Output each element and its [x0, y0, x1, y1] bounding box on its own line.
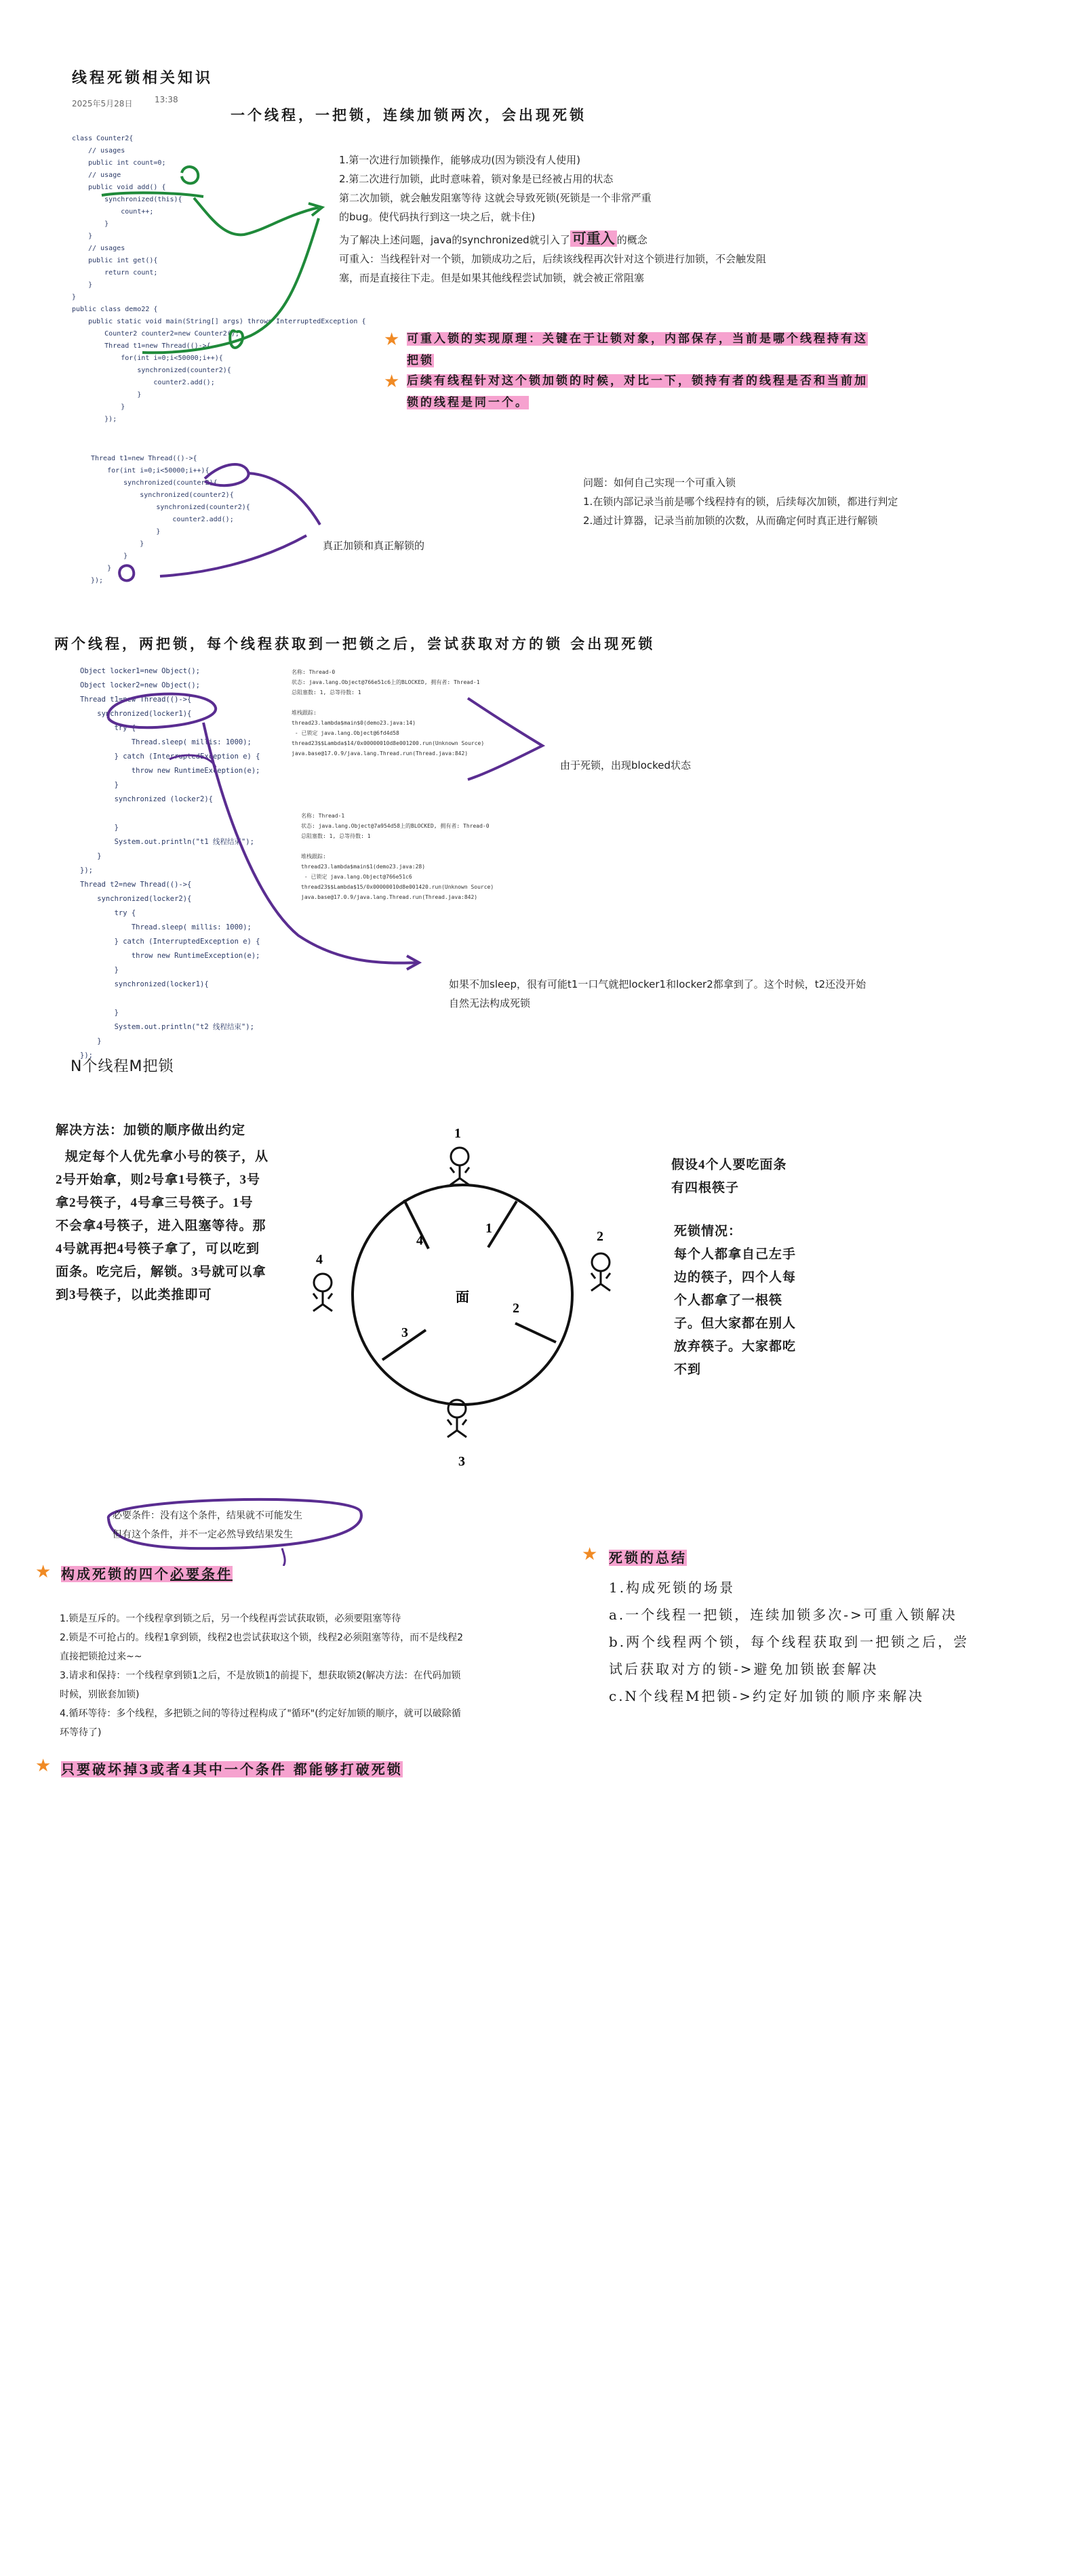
- bowl-label: 面: [456, 1290, 469, 1305]
- note-line: 问题：如何自己实现一个可重入锁: [583, 477, 736, 489]
- star-icon: ★: [35, 1562, 52, 1582]
- solution-line: 规定每个人优先拿小号的筷子，从: [65, 1150, 269, 1164]
- purple-annotations-s3: [0, 651, 610, 1003]
- summary-title-text: 死锁的总结: [609, 1550, 687, 1566]
- condition-line: 时候，别嵌套加锁): [60, 1689, 140, 1700]
- solution-body: [56, 1146, 268, 1307]
- note-line: 1.第一次进行加锁操作，能够成功(因为锁没有人使用): [339, 154, 581, 166]
- necessary-definition: [113, 1506, 302, 1544]
- setup-line: 有四根筷子: [671, 1181, 740, 1195]
- case-line: 不到: [674, 1363, 702, 1377]
- note-line: 第二次加锁，就会触发阻塞等待 这就会导致死锁(死锁是一个非常严重: [339, 192, 652, 204]
- condition-line: 直接把锁抢过来~~: [60, 1651, 142, 1662]
- code-counter2: class Counter2{ // usages public int count=0; // usage public void add() { synchronized(this){ count++; } } // usages public int get(){ return count; } } public class demo22 { public static void main(String[] args) throws InterruptedException { Counter2 counter2=new Counter2(); Thread t1=new Thread(()->{ for(int i=0;i<50000;i++){ synchronized(counter2){ counter2.add(); } } });: [72, 135, 366, 423]
- four-conditions-title: [61, 1563, 233, 1583]
- condition-line: 2.锁是不可抢占的。线程1拿到锁，线程2也尝试获取这个锁，线程2必须阻塞等待，而不是线程2: [60, 1632, 463, 1643]
- note-line: 塞，而是直接往下走。但是如果其他线程尝试加锁，就会被正常阻塞: [339, 272, 645, 284]
- note-line: 可重入：当线程针对一个锁，加锁成功之后，后续该线程再次针对这个锁进行加锁，不会触发阻: [339, 253, 767, 265]
- summary-line: 试后获取对方的锁->避免加锁嵌套解决: [609, 1661, 879, 1677]
- thread-dump-t0: 名称: Thread-0 状态: java.lang.Object@766e51c6上的BLOCKED, 拥有者: Thread-1 总阻塞数: 1, 总等待数: 1 堆栈跟踪: thread23.lambda$main$0(demo23.java:14) - 已锁定 java.lang.Object@6fd4d58 thread23$$Lambda$14/0x00000010d8e001200.run(Unknown Source) java.base@17.0.9/java.lang.Thread.run(Thread.java:842): [292, 669, 485, 757]
- star-icon: ★: [384, 371, 400, 392]
- note-line: 自然无法构成死锁: [449, 997, 531, 1009]
- solution-line: 到3号筷子，以此类推即可: [56, 1288, 212, 1302]
- condition-line: 4.循环等待：多个线程，多把锁之间的等待过程构成了"循环"(约定好加锁的顺序，就可以破除循: [60, 1708, 461, 1719]
- break-deadlock-text: 只要破坏掉3或者4其中一个条件 都能够打破死锁: [61, 1761, 403, 1777]
- thread-dump-t1: 名称: Thread-1 状态: java.lang.Object@7a954d58上的BLOCKED, 拥有者: Thread-0 总阻塞数: 1, 总等待数: 1 堆栈跟踪: thread23.lambda$main$1(demo23.java:28) - 已锁定 java.lang.Object@766e51c6 thread23$$Lambda$15/0x00000010d8e001420.run(Unknown Source) java.base@17.0.9/java.lang.Thread.run(Thread.java:842): [301, 813, 494, 900]
- definition-line: 但有这个条件，并不一定必然导致结果发生: [113, 1529, 293, 1540]
- note-line: 如果不加sleep，很有可能t1一口气就把locker1和locker2都拿到了。这个时候，t2还没开始: [449, 978, 866, 990]
- star-icon: ★: [582, 1544, 598, 1565]
- solution-line: 不会拿4号筷子，进入阻塞等待。那: [56, 1219, 266, 1233]
- page-time: 13:38: [155, 95, 178, 104]
- chopstick-label-4: 4: [416, 1233, 423, 1248]
- four-conditions-list: [60, 1609, 527, 1742]
- summary-title: [609, 1547, 687, 1567]
- person-label-2: 2: [597, 1229, 603, 1244]
- philosopher-setup: [671, 1154, 787, 1200]
- condition-line: 1.锁是互斥的。一个线程拿到锁之后，另一个线程再尝试获取锁，必须要阻塞等待: [60, 1613, 401, 1624]
- page-title: 线程死锁相关知识: [72, 69, 214, 87]
- case-line: 死锁情况：: [674, 1224, 742, 1239]
- case-line: 边的筷子，四个人每: [674, 1270, 797, 1285]
- four-conditions-title-pre: 构成死锁的四个: [61, 1566, 170, 1582]
- blocked-note: 由于死锁，出现blocked状态: [560, 759, 692, 771]
- summary-line: b.两个线程两个锁，每个线程获取到一把锁之后，尝: [609, 1634, 970, 1650]
- note-line: 1.在锁内部记录当前是哪个线程持有的锁，后续每次加锁，都进行判定: [583, 496, 898, 508]
- condition-line: 环等待了): [60, 1727, 102, 1738]
- person-label-4: 4: [316, 1252, 323, 1267]
- deadlock-case: [674, 1220, 796, 1382]
- person-4-icon: [313, 1274, 332, 1311]
- person-label-3: 3: [458, 1454, 465, 1469]
- chopstick-1: [488, 1201, 517, 1247]
- solution-title: 解决方法：加锁的顺序做出约定: [56, 1123, 246, 1138]
- section1-heading: 一个线程，一把锁，连续加锁两次，会出现死锁: [231, 106, 586, 123]
- four-conditions-title-hl: 必要条件: [170, 1566, 233, 1582]
- star-icon: ★: [384, 329, 400, 350]
- star-icon: ★: [35, 1756, 52, 1776]
- dining-philosophers-diagram: [285, 1112, 664, 1478]
- lock-unlock-label: 真正加锁和真正解锁的: [323, 540, 425, 552]
- case-line: 子。但大家都在别人: [674, 1316, 797, 1331]
- summary-line: c.N个线程M把锁->约定好加锁的顺序来解决: [609, 1688, 925, 1704]
- solution-line: 面条。吃完后，解锁。3号就可以拿: [56, 1265, 266, 1279]
- section4-heading: N个线程M把锁: [71, 1058, 174, 1075]
- star-note-compare-text: 后续有线程针对这个锁加锁的时候，对比一下，锁持有者的线程是否和当前加锁的线程是同一个。: [407, 374, 868, 409]
- person-label-1: 1: [454, 1126, 461, 1141]
- chopstick-label-3: 3: [401, 1325, 408, 1340]
- note-line: 2.通过计算器，记录当前加锁的次数，从而确定何时真正进行解锁: [583, 515, 878, 527]
- chopstick-label-1: 1: [485, 1221, 492, 1236]
- case-line: 放弃筷子。大家都吃: [674, 1340, 797, 1354]
- purple-annotations-s2: [0, 434, 475, 610]
- solution-line: 2号开始拿，则2号拿1号筷子，3号: [56, 1173, 261, 1187]
- chopstick-label-2: 2: [513, 1301, 519, 1316]
- condition-line: 3.请求和保持：一个线程拿到锁1之后，不是放锁1的前提下，想获取锁2(解决方法：在代码加锁: [60, 1670, 461, 1681]
- reentrant-question: [583, 473, 898, 530]
- reentrant-keyword: 可重入: [570, 230, 617, 247]
- note-line: 2.第二次进行加锁，此时意味着，锁对象是已经被占用的状态: [339, 173, 614, 185]
- code-two-locks: Object locker1=new Object(); Object locker2=new Object(); Thread t1=new Thread(()->{ synchronized(locker1){ try { Thread.sleep( millis: 1000); } catch (InterruptedException e) { throw new RuntimeException(e); } synchronized (locker2){ } System.out.println("t1 线程结束"); } }); Thread t2=new Thread(()->{ synchronized(locker2){ try { Thread.sleep( millis: 1000); } catch (InterruptedException e) { throw new RuntimeException(e); } synchronized(locker1){ } System.out.println("t2 线程结束"); } });: [80, 667, 260, 1060]
- reentrant-intro-post: 的概念: [616, 234, 647, 246]
- chopstick-2: [515, 1323, 556, 1342]
- solution-line: 拿2号筷子，4号拿三号筷子。1号: [56, 1196, 254, 1210]
- reentrant-intro-pre: 为了解决上述问题，java的synchronized就引入了: [339, 234, 570, 246]
- person-2-icon: [591, 1253, 610, 1291]
- summary-line: a.一个线程一把锁，连续加锁多次->可重入锁解决: [609, 1607, 957, 1623]
- solution-line: 4号就再把4号筷子拿了，可以吃到: [56, 1242, 260, 1256]
- code-nested-sync: Thread t1=new Thread(()->{ for(int i=0;i<50000;i++){ synchronized(counter2){ synchronized(counter2){ synchronized(counter2){ counter2.add(); } } } } });: [91, 455, 250, 584]
- summary-body: [609, 1574, 969, 1710]
- person-1-icon: [450, 1148, 469, 1185]
- definition-line: 必要条件：没有这个条件，结果就不可能发生: [113, 1510, 302, 1521]
- break-deadlock-note: [61, 1758, 403, 1778]
- summary-line: 1.构成死锁的场景: [609, 1579, 736, 1596]
- star-note-principle-text: 可重入锁的实现原理：关键在于让锁对象，内部保存，当前是哪个线程持有这把锁: [407, 332, 868, 367]
- section3-heading: 两个线程，两把锁，每个线程获取到一把锁之后，尝试获取对方的锁 会出现死锁: [54, 635, 656, 652]
- page-date: 2025年5月28日: [72, 99, 133, 108]
- case-line: 个人都拿了一根筷: [674, 1293, 783, 1308]
- note-line: 的bug。使代码执行到这一块之后，就卡住): [339, 211, 536, 223]
- setup-line: 假设4个人要吃面条: [671, 1158, 787, 1172]
- case-line: 每个人都拿自己左手: [674, 1247, 797, 1262]
